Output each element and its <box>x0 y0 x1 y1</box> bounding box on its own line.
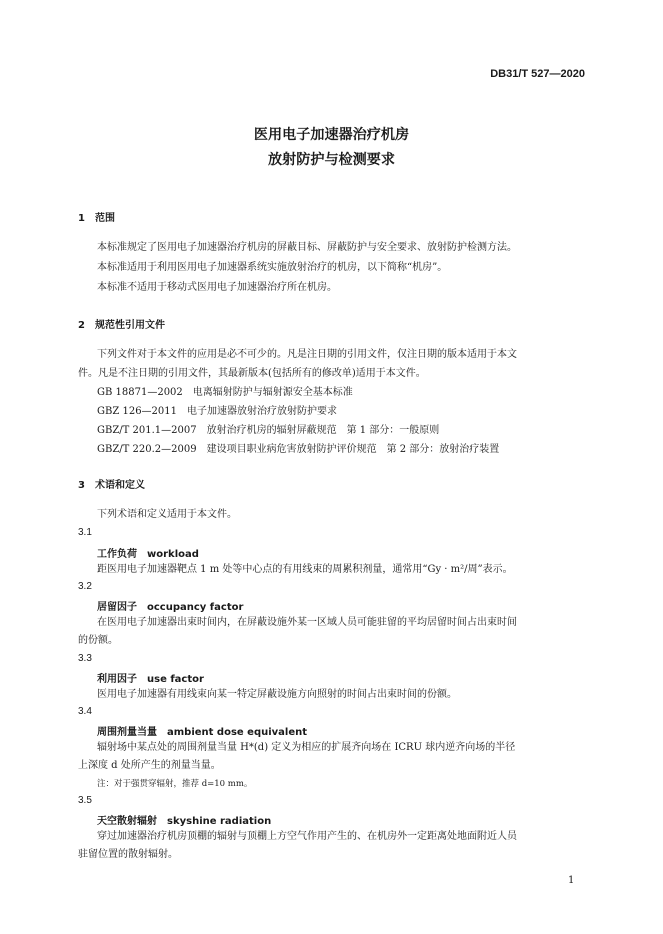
term-3-2-name: 居留因子 occupancy factor <box>97 602 244 613</box>
section-2-heading: 2 规范性引用文件 <box>78 320 165 331</box>
term-3-3-definition: 医用电子加速器有用线束向某一特定屏蔽设施方向照射的时间占出束时间的份额。 <box>97 689 457 700</box>
term-3-2-number: 3.2 <box>78 581 92 592</box>
term-3-5-definition-line-2: 驻留位置的散射辐射。 <box>78 849 178 860</box>
term-3-4-name: 周围剂量当量 ambient dose equivalent <box>97 727 308 738</box>
term-3-1-number: 3.1 <box>78 527 92 538</box>
term-3-2-definition-line-1: 在医用电子加速器出束时间内，在屏蔽设施外某一区域人员可能驻留的平均居留时间占出束时间 <box>97 617 517 628</box>
document-title-line2: 放射防护与检测要求 <box>268 152 395 168</box>
term-3-2-definition-line-2: 的份额。 <box>78 635 118 646</box>
section-3-intro: 下列术语和定义适用于本文件。 <box>97 509 237 520</box>
reference-item: GBZ/T 201.1—2007 放射治疗机房的辐射屏蔽规范 第 1 部分：一般原则 <box>97 425 440 436</box>
term-3-3-number: 3.3 <box>78 653 92 664</box>
term-3-4-number: 3.4 <box>78 706 92 717</box>
section-1-heading: 1 范围 <box>78 213 115 224</box>
section-1-paragraph-3: 本标准不适用于移动式医用电子加速器治疗所在机房。 <box>97 282 337 293</box>
standard-code: DB31/T 527—2020 <box>490 68 585 80</box>
term-3-1-name: 工作负荷 workload <box>97 549 199 560</box>
term-3-1-definition: 距医用电子加速器靶点 1 m 处等中心点的有用线束的周累积剂量，通常用“Gy · m²/周”表示。 <box>97 564 513 575</box>
section-3-heading: 3 术语和定义 <box>78 480 145 491</box>
document-title-line1: 医用电子加速器治疗机房 <box>253 127 410 143</box>
term-3-4-note: 注：对于强贯穿辐射，推荐 d=10 mm。 <box>97 779 253 789</box>
term-3-4-definition-line-1: 辐射场中某点处的周围剂量当量 H*(d) 定义为相应的扩展齐向场在 ICRU 球内逆齐向场的半径 <box>97 742 516 753</box>
section-1-paragraph-1: 本标准规定了医用电子加速器治疗机房的屏蔽目标、屏蔽防护与安全要求、放射防护检测方法。 <box>97 242 517 253</box>
reference-item: GBZ/T 220.2—2009 建设项目职业病危害放射防护评价规范 第 2 部分：放射治疗装置 <box>97 444 500 455</box>
page-number: 1 <box>568 875 575 886</box>
term-3-5-number: 3.5 <box>78 795 92 806</box>
section-2-intro-line-2: 件。凡是不注日期的引用文件，其最新版本(包括所有的修改单)适用于本文件。 <box>78 368 426 379</box>
term-3-3-name: 利用因子 use factor <box>97 674 204 685</box>
section-1-paragraph-2: 本标准适用于利用医用电子加速器系统实施放射治疗的机房，以下简称“机房”。 <box>97 262 448 273</box>
reference-item: GB 18871—2002 电离辐射防护与辐射源安全基本标准 <box>97 387 353 398</box>
term-3-4-definition-line-2: 上深度 d 处所产生的剂量当量。 <box>78 760 221 771</box>
section-2-intro-line-1: 下列文件对于本文件的应用是必不可少的。凡是注日期的引用文件，仅注日期的版本适用于本文 <box>97 349 517 360</box>
term-3-5-definition-line-1: 穿过加速器治疗机房顶棚的辐射与顶棚上方空气作用产生的、在机房外一定距离处地面附近人员 <box>97 831 517 842</box>
reference-item: GBZ 126—2011 电子加速器放射治疗放射防护要求 <box>97 406 337 417</box>
term-3-5-name: 天空散射辐射 skyshine radiation <box>97 816 272 827</box>
